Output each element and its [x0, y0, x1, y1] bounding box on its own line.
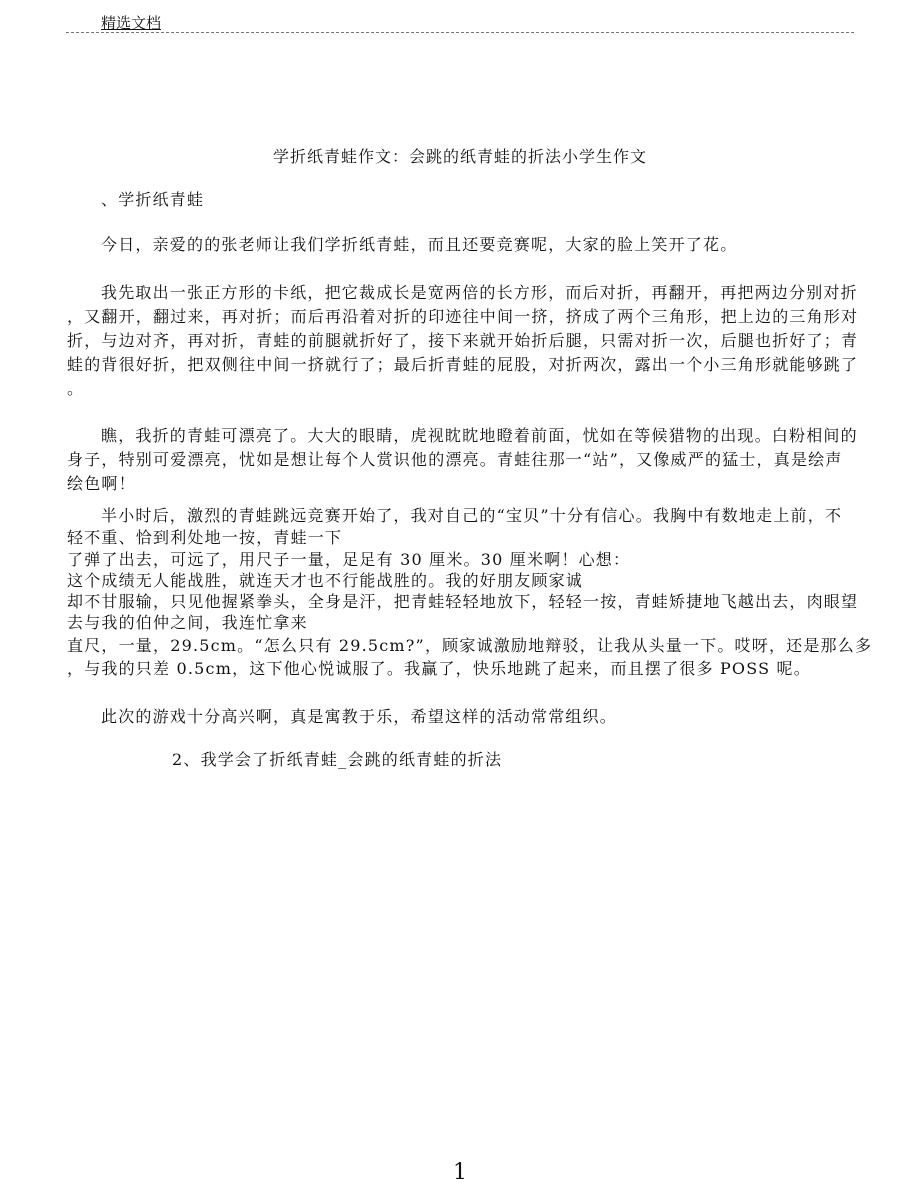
line: ，与我的只差 0.5cm，这下他心悦诚服了。我赢了，快乐地跳了起来，而且摆了很多 POSS 呢。 — [67, 659, 811, 678]
section-heading-1 — [67, 188, 847, 212]
line: 今日，亲爱的的张老师让我们学折纸青蛙，而且还要竞赛呢，大家的脸上笑开了花。 — [101, 235, 738, 254]
header-rule — [66, 32, 854, 33]
section-heading-text: 2、我学会了折纸青蛙_会跳的纸青蛙的折法 — [172, 750, 503, 769]
line: ，又翻开，翻过来，再对折；而后再沿着对折的印迹往中间一挤，挤成了两个三角形，把上边的三角形对 — [67, 307, 859, 326]
line: 身子，特别可爱漂亮，忧如是想让每个人赏识他的漂亮。青蛙往那一“站”，又像威严的猛士，真是绘声 — [67, 450, 843, 469]
paragraph-3 — [67, 424, 858, 496]
line: 半小时后，激烈的青蛙跳远竞赛开始了，我对自己的“宝贝”十分有信心。我胸中有数地走上前，不 — [101, 506, 843, 525]
section-heading-text: 、学折纸青蛙 — [101, 190, 205, 209]
document-title: 学折纸青蛙作文：会跳的纸青蛙的折法小学生作文 — [272, 147, 647, 166]
line: 去与我的伯仲之间，我连忙拿来 — [67, 613, 308, 632]
line: 折，与边对齐，再对折，青蛙的前腿就折好了，接下来就开始折后腿，只需对折一次，后腿也折好了；青 — [67, 331, 859, 350]
section-heading-2 — [172, 748, 772, 772]
line: 绘色啊！ — [67, 474, 136, 493]
line: 直尺，一量，29.5cm。“怎么只有 29.5cm?”，顾家诚激励地辩驳，让我从头量一下。哎呀，还是那么多 — [67, 636, 873, 655]
line: 我先取出一张正方形的卡纸，把它裁成长是宽两倍的长方形，而后对折，再翻开，再把两边分别对折 — [101, 283, 858, 302]
line: 轻不重、恰到利处地一按，青蛙一下 — [67, 528, 343, 547]
line: 蛙的背很好折，把双侧往中间一挤就行了；最后折青蛙的屁股，对折两次，露出一个小三角形就能够跳了 — [67, 355, 859, 374]
header-label: 精选文档 — [101, 14, 162, 32]
line: 了弹了出去，可远了，用尺子一量，足足有 30 厘米。30 厘米啊！心想： — [67, 550, 631, 569]
page-number: 1 — [453, 1160, 467, 1185]
line: 此次的游戏十分高兴啊，真是寓教于乐，希望这样的活动常常组织。 — [101, 707, 618, 726]
line: 这个成绩无人能战胜，就连天才也不行能战胜的。我的好朋友顾家诚 — [67, 571, 584, 590]
paragraph-4 — [67, 505, 873, 680]
line: 却不甘服输，只见他握紧拳头，全身是汗，把青蛙轻轻地放下，轻轻一按，青蛙矫捷地飞越出去，肉眼望 — [67, 592, 859, 611]
paragraph-1 — [67, 233, 847, 257]
paragraph-5 — [67, 705, 847, 729]
paragraph-2 — [67, 281, 859, 401]
line: 瞧，我折的青蛙可漂亮了。大大的眼睛，虎视眈眈地瞪着前面，忧如在等候猎物的出现。白粉相间的 — [101, 426, 858, 445]
line: 。 — [67, 379, 85, 398]
